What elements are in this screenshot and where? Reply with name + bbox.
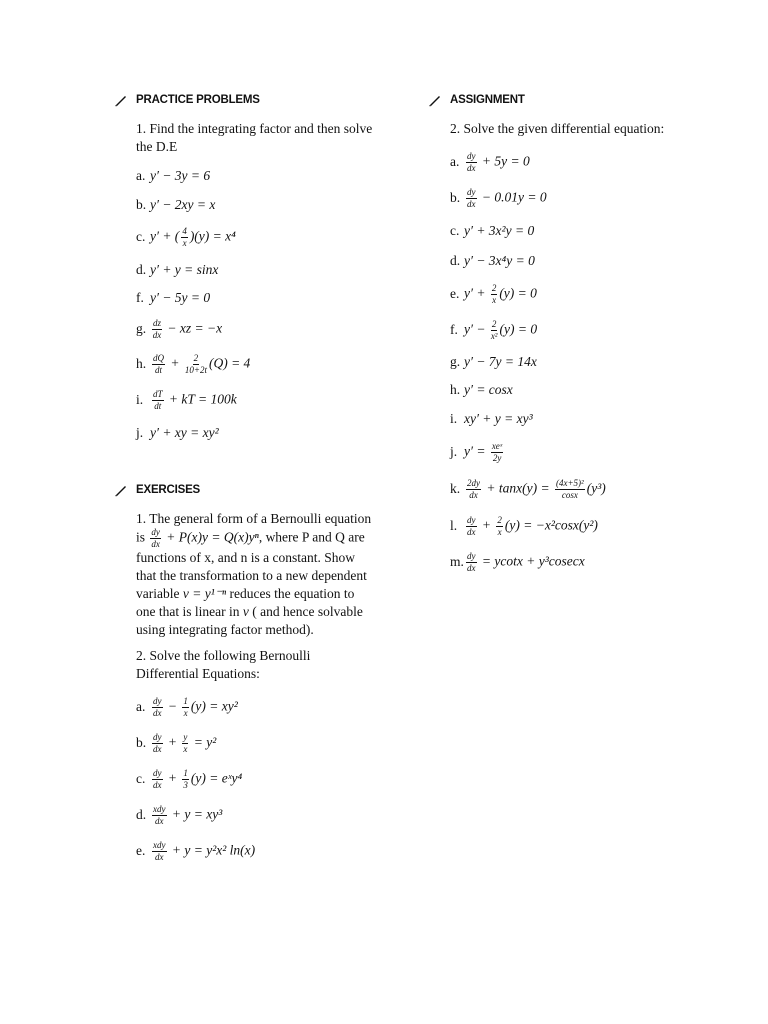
problem-item	[136, 418, 374, 448]
fraction	[152, 319, 162, 340]
fraction	[182, 733, 188, 754]
problem-item	[450, 144, 728, 180]
q1-fraction	[150, 528, 161, 549]
fraction-numerator: 2	[491, 282, 497, 293]
fraction-numerator: dy	[467, 550, 476, 561]
problem-item	[450, 348, 728, 376]
fraction-numerator: dy	[153, 731, 162, 742]
problem-equation: xdy dx + y = y²x² ln(x)	[153, 839, 256, 862]
fraction-numerator: dQ	[153, 352, 164, 363]
fraction	[185, 354, 207, 375]
exercise-list	[136, 689, 374, 869]
fraction-numerator: dy	[467, 150, 476, 161]
left-column	[114, 88, 374, 869]
problem-equation: y′ − 5y = 0	[150, 290, 211, 305]
problem-label: c.	[136, 229, 146, 244]
problem-label: b.	[136, 196, 147, 212]
fraction-numerator: xdy	[153, 839, 166, 850]
problem-label: d.	[136, 807, 147, 822]
pencil-icon	[114, 483, 128, 497]
problem-label: e.	[450, 286, 460, 301]
fraction-denominator: dx	[152, 329, 162, 340]
problem-item	[136, 162, 374, 190]
problem-equation: y′ − $\frac{2}{\text{x²}}$ (y) = 0	[464, 318, 538, 341]
fraction-denominator: cosx	[561, 489, 578, 500]
problem-item	[136, 833, 374, 869]
problem-label: k.	[450, 481, 461, 496]
problem-equation: y′ − 3y = 6	[150, 168, 211, 183]
problem-equation: y′ + y = sinx	[150, 261, 219, 277]
fraction-denominator: dx	[467, 162, 476, 173]
problem-label: h.	[136, 356, 147, 371]
fraction	[496, 516, 503, 537]
problem-equation: $\frac{2dy}{dx}$ + tanx(y) = $\frac{\text{(4x+5)²}}{\cos x}$ (y³)	[467, 477, 606, 500]
q1-text-a: 1. The general form of a Bernoulli equation is	[136, 511, 372, 545]
fraction-numerator: 2	[491, 318, 497, 329]
fraction-denominator: dx	[153, 707, 162, 718]
problem-item	[136, 761, 374, 797]
problem-label: f.	[136, 290, 144, 305]
fraction-numerator: dy	[467, 514, 476, 525]
fraction-denominator: 2y	[492, 452, 502, 463]
problem-equation: y′ + xy = xy²	[150, 425, 219, 440]
practice-intro: 1. Find the integrating factor and then solve the D.E	[136, 121, 373, 154]
problem-label: c.	[136, 771, 146, 786]
problem-label: b.	[136, 735, 147, 750]
fraction-numerator: dT	[153, 388, 163, 399]
fraction	[152, 390, 164, 411]
problem-equation: $\frac{dy}{dx}$ + $\frac{y}{x}$ = y²	[153, 731, 217, 754]
problem-label: g.	[136, 321, 147, 336]
problem-equation: y′ − 7y = 14x	[464, 354, 537, 369]
fraction-numerator: dy	[153, 767, 162, 778]
problem-equation: y′ = cosx	[464, 382, 513, 397]
fraction	[466, 516, 477, 537]
exercises-heading-text: EXERCISES	[136, 484, 201, 496]
problem-item	[450, 434, 728, 470]
fraction-numerator: dy	[153, 695, 162, 706]
problem-equation: $\frac{dy}{dx}$ + $\frac{2}{x}$ (y) = −x²cosx(y²)	[467, 514, 598, 537]
problem-label: j.	[136, 425, 144, 440]
q1-num: dy	[151, 527, 160, 537]
fraction-numerator: 2	[497, 514, 502, 525]
fraction	[466, 152, 477, 173]
problem-item	[450, 180, 728, 216]
fraction	[152, 733, 163, 754]
problem-label: j.	[450, 444, 458, 459]
fraction-denominator: dt	[154, 364, 162, 375]
exercises-heading	[114, 478, 374, 502]
problem-label: e.	[136, 843, 146, 858]
fraction-numerator: (4x+5)²	[555, 477, 584, 488]
problem-equation: xy′ + y = xy³	[464, 411, 533, 426]
problem-item	[450, 508, 728, 544]
fraction-denominator: dx	[153, 743, 162, 754]
fraction	[555, 479, 585, 500]
problem-equation: y′ + 3x²y = 0	[464, 223, 535, 238]
problem-equation: $\frac{dT}{dt}$ + kT = 100k	[153, 388, 237, 411]
problem-label: i.	[136, 392, 144, 407]
fraction	[491, 442, 504, 463]
problem-item	[450, 312, 728, 348]
fraction	[181, 227, 188, 248]
fraction-denominator: dx	[155, 851, 164, 862]
q1-text-c: , where P and Q are functions of x, and n is a constant. Show that the transformation to a new dependent variable	[136, 529, 367, 601]
problem-equation: y′ + ( $\frac{4}{x}$ )(y) = x⁴	[150, 225, 236, 248]
problem-label: b.	[450, 190, 461, 205]
problem-item	[136, 382, 374, 418]
problem-label: f.	[450, 322, 458, 337]
fraction-numerator: y	[183, 731, 188, 742]
problem-equation: $\frac{dQ}{dt}$ + $\frac{2}{10+2t}$ (Q) = 4	[153, 352, 251, 375]
fraction-denominator: dx	[467, 526, 476, 537]
fraction-numerator: dy	[467, 186, 476, 197]
problem-item	[136, 284, 374, 312]
right-column	[428, 88, 728, 580]
problem-equation: $\frac{dy}{dx}$ + 5y = 0	[467, 150, 530, 173]
problem-equation: y′ + $\frac{2}{x}$ (y) = 0	[464, 282, 537, 305]
problem-equation: $\frac{dy}{dx}$ + $\frac{1}{3}$ (y) = eˣy⁴	[153, 767, 243, 790]
pencil-icon	[114, 93, 128, 107]
fraction-denominator: x	[492, 294, 497, 305]
problem-item	[450, 276, 728, 312]
problem-equation: $\frac{dz}{dx}$ − xz = −x	[152, 317, 223, 340]
fraction-denominator: x	[183, 743, 188, 754]
problem-equation: $\frac{dy}{dx}$ = ycotx + y³cosecx	[467, 550, 585, 573]
problem-equation: y′ − 2xy = x	[150, 196, 216, 212]
fraction-numerator: 4	[182, 225, 187, 236]
fraction-denominator: dx	[467, 198, 476, 209]
fraction-denominator: 10+2t	[184, 364, 207, 375]
problem-label: m.	[450, 554, 464, 569]
problem-item	[136, 725, 374, 761]
fraction-numerator: 2dy	[467, 477, 480, 488]
problem-item	[136, 190, 374, 219]
q1-text-g: ( and hence solvable using integrating factor method).	[136, 604, 363, 637]
problem-item	[136, 689, 374, 725]
practice-heading	[114, 88, 374, 112]
problem-equation: y′ − 3x⁴y = 0	[464, 253, 535, 268]
problem-item	[136, 312, 374, 346]
fraction	[152, 697, 163, 718]
fraction-denominator: x	[182, 237, 187, 248]
assignment-list	[450, 144, 728, 580]
problem-label: h.	[450, 382, 461, 397]
problem-item	[450, 216, 728, 246]
fraction-denominator: x	[497, 526, 502, 537]
q1-transform: v = y¹⁻ⁿ	[182, 586, 227, 601]
assignment-heading-text: ASSIGNMENT	[450, 94, 525, 106]
fraction	[152, 354, 165, 375]
fraction-numerator: 2	[193, 352, 199, 363]
fraction	[466, 188, 477, 209]
fraction	[152, 805, 167, 826]
fraction	[466, 552, 477, 573]
fraction	[182, 769, 189, 790]
problem-equation: $\frac{dy}{dx}$ − $\frac{1}{x}$ (y) = xy²	[153, 695, 238, 718]
problem-label: a.	[450, 154, 460, 169]
fraction-numerator: dz	[153, 317, 162, 328]
fraction-numerator: xdy	[153, 803, 166, 814]
problem-equation: $\frac{dy}{dx}$ − 0.01y = 0	[467, 186, 547, 209]
problem-label: l.	[450, 518, 458, 533]
problem-item	[450, 376, 728, 404]
exercise-q1	[136, 510, 374, 639]
assignment-intro: 2. Solve the given differential equation:	[450, 121, 665, 136]
problem-label: a.	[136, 699, 146, 714]
problem-item	[450, 470, 728, 508]
q1-text-e: reduces the equation to one that is linear in	[136, 586, 355, 619]
fraction-denominator: dx	[153, 779, 162, 790]
fraction-denominator: x	[183, 707, 188, 718]
fraction	[152, 841, 167, 862]
fraction-denominator: 3	[183, 779, 188, 790]
problem-item	[136, 219, 374, 255]
fraction-denominator: dx	[155, 815, 164, 826]
problem-label: d.	[450, 253, 461, 268]
fraction-denominator: dt	[154, 400, 162, 411]
problem-item	[136, 255, 374, 284]
fraction	[491, 320, 498, 341]
fraction	[182, 697, 189, 718]
problem-item	[450, 544, 728, 580]
fraction-numerator: 1	[183, 695, 188, 706]
problem-equation: xdy dx + y = xy³	[153, 803, 223, 826]
fraction	[466, 479, 481, 500]
fraction-numerator: xeˣ	[491, 440, 503, 451]
problem-label: a.	[136, 168, 146, 183]
q1-eq: + P(x)y = Q(x)yⁿ	[162, 529, 259, 545]
problem-equation: y′ = xeˣ 2y	[464, 440, 503, 463]
exercise-q2: 2. Solve the following Bernoulli Differential Equations:	[136, 648, 311, 681]
pencil-icon	[428, 93, 442, 107]
fraction-denominator: dx	[467, 562, 476, 573]
problem-item	[136, 797, 374, 833]
q1-den: dx	[151, 539, 160, 549]
problem-item	[450, 246, 728, 276]
problem-item	[136, 346, 374, 382]
fraction	[491, 284, 498, 305]
practice-list	[136, 162, 374, 448]
fraction-denominator: dx	[469, 489, 478, 500]
problem-label: i.	[450, 411, 458, 426]
problem-label: c.	[450, 223, 460, 238]
q1-var: v	[242, 604, 249, 619]
problem-label: d.	[136, 261, 147, 277]
assignment-heading	[428, 88, 728, 112]
fraction	[152, 769, 163, 790]
fraction-numerator: 1	[183, 767, 188, 778]
fraction-denominator: x²	[490, 330, 498, 341]
problem-label: g.	[450, 354, 461, 369]
practice-heading-text: PRACTICE PROBLEMS	[136, 94, 260, 106]
problem-item	[450, 404, 728, 434]
